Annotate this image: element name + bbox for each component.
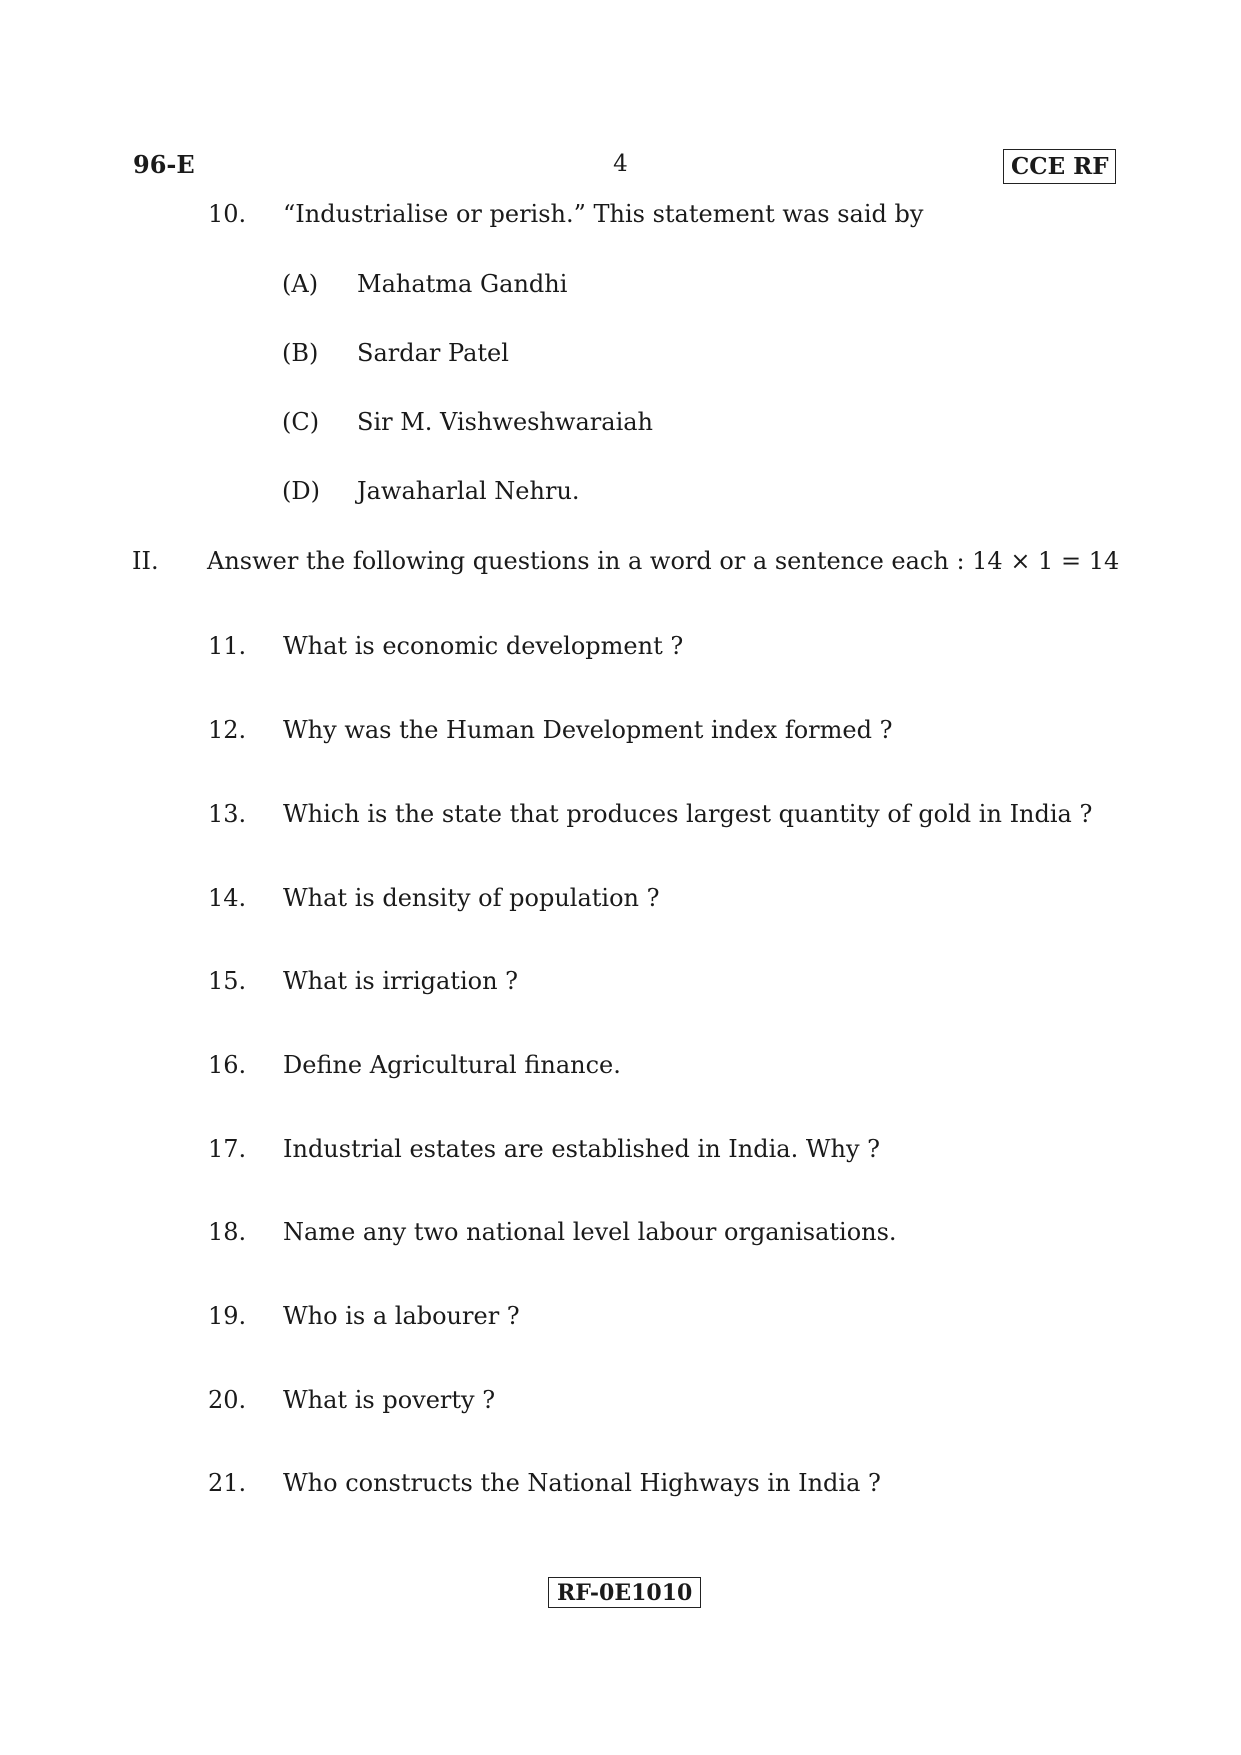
question-number: 13. xyxy=(208,800,247,828)
option-label: (A) xyxy=(282,270,319,298)
question-text: What is economic development ? xyxy=(283,632,684,660)
option-label: (C) xyxy=(282,408,320,436)
question-text: Industrial estates are established in India. Why ? xyxy=(283,1135,880,1163)
question-text: Who constructs the National Highways in India ? xyxy=(283,1469,881,1497)
question-number: 12. xyxy=(208,716,247,744)
option-text: Jawaharlal Nehru. xyxy=(357,477,580,505)
question-number: 21. xyxy=(208,1469,247,1497)
question-number: 18. xyxy=(208,1218,247,1246)
question-number: 11. xyxy=(208,632,247,660)
question-text: Define Agricultural finance. xyxy=(283,1051,621,1079)
section-number: II. xyxy=(132,547,159,575)
question-text: What is irrigation ? xyxy=(283,967,519,995)
section-instruction: Answer the following questions in a word or a sentence each : 14 × 1 = 14 xyxy=(207,547,1120,575)
option-label: (B) xyxy=(282,339,319,367)
question-text: “Industrialise or perish.” This statement was said by xyxy=(283,200,924,228)
question-number: 14. xyxy=(208,884,247,912)
question-text: Why was the Human Development index formed ? xyxy=(283,716,893,744)
question-text: Who is a labourer ? xyxy=(283,1302,520,1330)
paper-code: 96-E xyxy=(133,150,195,179)
option-text: Sardar Patel xyxy=(357,339,509,367)
question-text: Which is the state that produces largest quantity of gold in India ? xyxy=(283,800,1093,828)
question-number: 17. xyxy=(208,1135,247,1163)
footer-code-box: RF-0E1010 xyxy=(548,1577,701,1608)
question-text: What is density of population ? xyxy=(283,884,660,912)
question-number: 10. xyxy=(208,200,247,228)
question-number: 15. xyxy=(208,967,247,995)
option-text: Mahatma Gandhi xyxy=(357,270,568,298)
option-text: Sir M. Vishweshwaraiah xyxy=(357,408,654,436)
question-text: What is poverty ? xyxy=(283,1386,496,1414)
question-number: 20. xyxy=(208,1386,247,1414)
question-number: 19. xyxy=(208,1302,247,1330)
question-number: 16. xyxy=(208,1051,247,1079)
option-label: (D) xyxy=(282,477,320,505)
page-number: 4 xyxy=(613,151,628,177)
series-code-box: CCE RF xyxy=(1003,149,1116,184)
question-text: Name any two national level labour organisations. xyxy=(283,1218,897,1246)
